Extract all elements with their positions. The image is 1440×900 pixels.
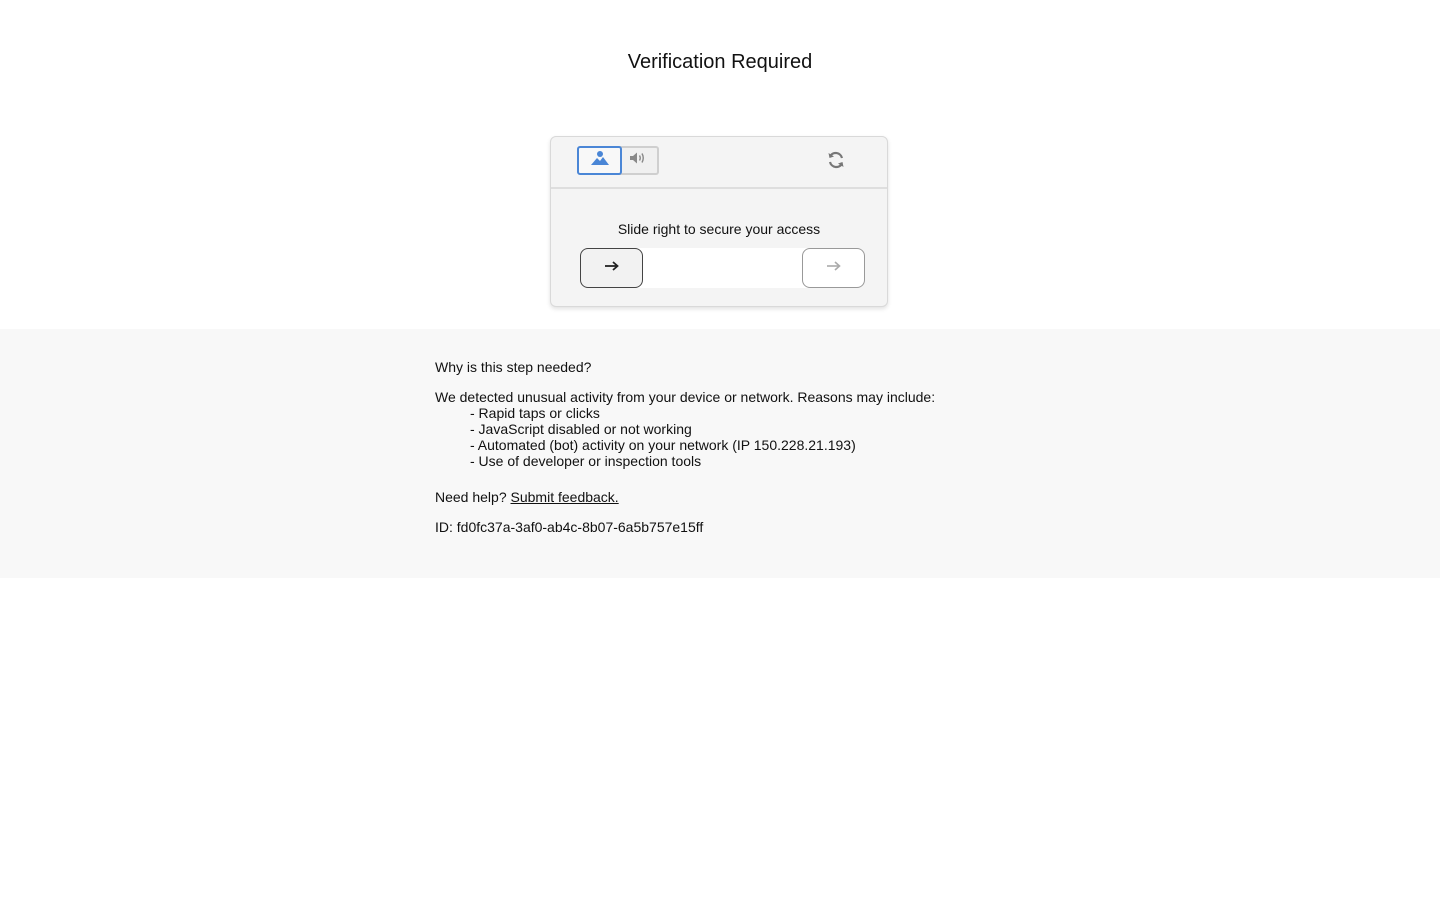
request-id: ID: fd0fc37a-3af0-ab4c-8b07-6a5b757e15ff: [435, 519, 704, 535]
captcha-widget: [550, 136, 888, 307]
detection-intro: We detected unusual activity from your device or network. Reasons may include:: [435, 389, 936, 405]
slider-track[interactable]: [580, 248, 865, 288]
submit-feedback-link[interactable]: Submit feedback.: [510, 489, 619, 505]
list-item: - Automated (bot) activity on your network (IP 150.228.21.193): [470, 437, 856, 453]
list-item: - Use of developer or inspection tools: [470, 453, 702, 469]
page-title: Verification Required: [627, 51, 813, 73]
help-line: [435, 489, 619, 505]
captcha-toolbar: [551, 137, 887, 189]
arrow-right-icon: [826, 259, 842, 277]
slider-target: [802, 248, 865, 288]
slider-instruction: Slide right to secure your access: [617, 221, 821, 237]
audio-mode-button[interactable]: [619, 146, 659, 175]
help-prefix: Need help?: [435, 489, 507, 505]
image-mode-button[interactable]: [577, 146, 622, 175]
list-item: - Rapid taps or clicks: [470, 405, 600, 421]
reasons-list: [470, 405, 856, 469]
refresh-button[interactable]: [825, 151, 847, 173]
refresh-icon: [826, 150, 846, 175]
info-section: [0, 329, 1440, 578]
speaker-icon: [629, 151, 647, 170]
arrow-right-icon: [604, 259, 620, 277]
slider-handle[interactable]: [580, 248, 643, 288]
list-item: - JavaScript disabled or not working: [470, 421, 692, 437]
why-heading: Why is this step needed?: [435, 359, 592, 375]
image-icon: [590, 150, 610, 171]
